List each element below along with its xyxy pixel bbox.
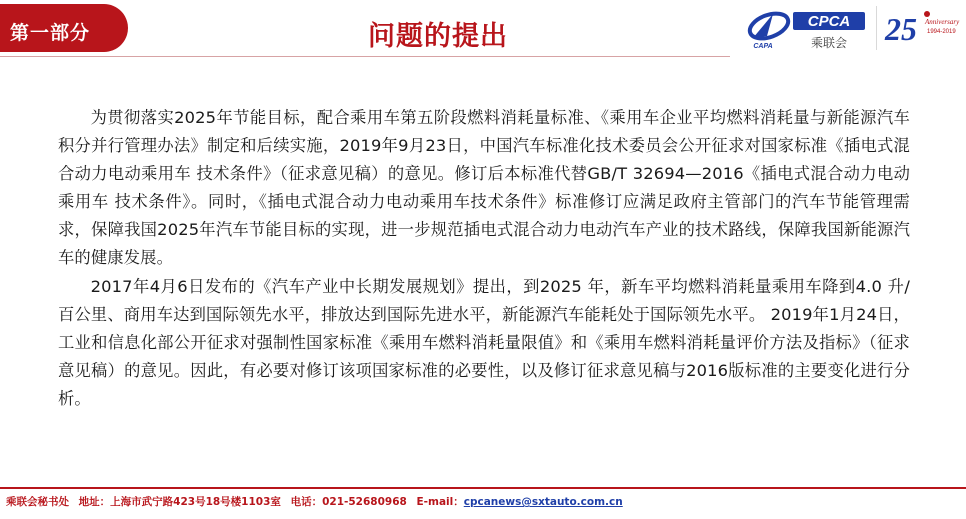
cpca-logo-small: CAPA [753,43,773,50]
cpca-logo [745,6,871,52]
page-title: 问题的提出 [368,21,508,52]
cpca-logo-text: CPCA [807,13,851,30]
anniversary-number: 25 [885,11,917,47]
anniversary-25-logo [881,4,961,52]
footer-org: 乘联会秘书处 [6,496,69,508]
anniversary-caption: Anniversary [925,18,960,26]
section-tab [0,4,128,52]
anniversary-years: 1994-2019 [927,29,956,35]
cpca-logo-subtext: 乘联会 [810,36,848,50]
footer-phone: 电话：021-52680968 [290,496,407,508]
body-content [58,104,910,413]
logo-divider [876,6,877,50]
body-paragraph: 2017年4月6日发布的《汽车产业中长期发展规划》提出，到2025 年，新车平均燃料消耗量乘用车降到4.0 升/百公里、商用车达到国际领先水平，排放达到国际先进水平，新能源汽车能耗处于国际领先水平。 2019年1月24日，工业和信息化部公开征求对强制性国家标准《乘用车燃料消耗量限值》和《乘用车燃料消耗量评价方法及指标》（征求意见稿）的意见。因此，有必要对修订该项国家标准的必要性，以及修订征求意见稿与2016版标准的主要变化进行分析。 [58,276,910,408]
footer-address: 地址：上海市武宁路423号18号楼1103室 [78,496,281,508]
section-label: 第一部分 [10,22,91,44]
footer-email-label: E-mail： [416,496,464,508]
footer-email-link[interactable]: cpcanews@sxtauto.com.cn [463,496,623,508]
header-divider [0,56,730,57]
anniversary-dot [924,11,930,17]
slide-header [0,0,966,62]
body-paragraph: 为贯彻落实2025年节能目标，配合乘用车第五阶段燃料消耗量标准、《乘用车企业平均燃料消耗量与新能源汽车积分并行管理办法》制定和后续实施，2019年9月23日，中国汽车标准化技术委员会公开征求对国家标准《插电式混合动力电动乘用车 技术条件》（征求意见稿）的意见。修订后本标准代替GB/T 32694—2016《插电式混合动力电动乘用车 技术条件》。同时，《插电式混合动力电动乘用车技术条件》标准修订应满足政府主管部门的汽车节能管理需求，保障我国2025年汽车节能目标的实现，进一步规范插电式混合动力电动汽车产业的技术路线，保障我国新能源汽车的健康发展。 [58,108,910,268]
footer [6,494,629,509]
footer-divider [0,487,966,489]
